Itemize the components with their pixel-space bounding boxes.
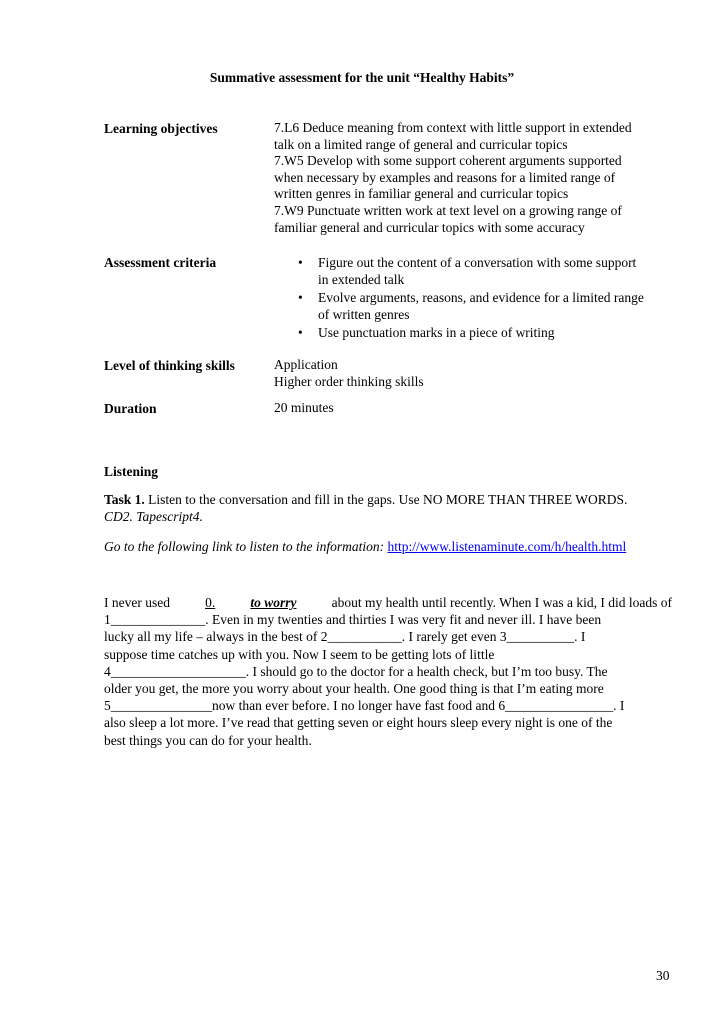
thinking-line: Application <box>274 357 338 372</box>
criteria-line: Use punctuation marks in a piece of writing <box>318 325 555 341</box>
bullet-icon: • <box>298 290 303 306</box>
objective-line: 7.W5 Develop with some support coherent arguments supported <box>274 153 622 169</box>
task-source: CD2. Tapescript4. <box>104 509 203 524</box>
link-intro: Go to the following link to listen to the information: <box>104 539 388 554</box>
criteria-line: in extended talk <box>318 271 405 287</box>
bullet-icon: • <box>298 325 303 341</box>
passage-line: older you get, the more you worry about your health. One good thing is that I’m eating more <box>104 681 604 697</box>
objective-line: when necessary by examples and reasons for a limited range of <box>274 169 616 185</box>
thinking-line: Higher order thinking skills <box>274 373 424 389</box>
task-text: Listen to the conversation and fill in the gaps. Use NO MORE THAN THREE WORDS. <box>144 492 628 507</box>
duration-label: Duration <box>104 401 157 416</box>
task-instructions <box>104 491 674 525</box>
criteria-label: Assessment criteria <box>104 255 217 270</box>
objective-line: written genres in familiar general and curricular topics <box>274 186 569 202</box>
objective-line: 7.W9 Punctuate written work at text level on a growing range of <box>274 202 622 218</box>
thinking-label: Level of thinking skills <box>104 358 235 373</box>
objectives-label: Learning objectives <box>104 121 218 136</box>
criteria-item <box>296 255 686 288</box>
criteria-line: Evolve arguments, reasons, and evidence for a limited range <box>318 290 644 306</box>
criteria-item <box>296 290 686 323</box>
objective-line: 7.L6 Deduce meaning from context with little support in extended <box>274 120 632 135</box>
audio-link[interactable]: http://www.listenaminute.com/h/health.html <box>387 539 627 554</box>
passage-line: suppose time catches up with you. Now I seem to be getting lots of little <box>104 646 495 662</box>
passage-line: best things you can do for your health. <box>104 732 312 748</box>
page-number: 30 <box>656 968 670 983</box>
task-number: Task 1. <box>104 492 145 507</box>
gap-fill-passage <box>104 594 672 749</box>
passage-line: 4____________________. I should go to the doctor for a health check, but I’m too busy. The <box>104 663 608 679</box>
passage-line: I never used 0. to worry about my health until recently. When I was a kid, I did loads of <box>104 595 672 610</box>
duration-value: 20 minutes <box>274 400 334 415</box>
passage-line: also sleep a lot more. I’ve read that getting seven or eight hours sleep every night is one of the <box>104 715 613 731</box>
thinking-text <box>274 357 674 390</box>
bullet-icon: • <box>298 255 303 270</box>
objectives-text <box>274 120 674 236</box>
criteria-line: Figure out the content of a conversation with some support <box>318 255 637 270</box>
objective-line: talk on a limited range of general and curricular topics <box>274 136 568 152</box>
criteria-item <box>296 325 686 342</box>
link-line <box>104 538 684 555</box>
passage-line: lucky all my life – always in the best of 2___________. I rarely get even 3__________. I <box>104 629 586 645</box>
page-title: Summative assessment for the unit “Healthy Habits” <box>209 70 515 85</box>
passage-line: 5_______________now than ever before. I no longer have fast food and 6________________. I <box>104 698 625 714</box>
example-number: 0. <box>205 595 216 610</box>
listening-heading: Listening <box>104 464 159 479</box>
passage-line: 1______________. Even in my twenties and thirties I was very fit and never ill. I have been <box>104 612 602 628</box>
criteria-line: of written genres <box>318 306 410 322</box>
example-answer: to worry <box>250 595 297 610</box>
criteria-list <box>296 255 686 344</box>
objective-line: familiar general and curricular topics with some accuracy <box>274 219 585 235</box>
